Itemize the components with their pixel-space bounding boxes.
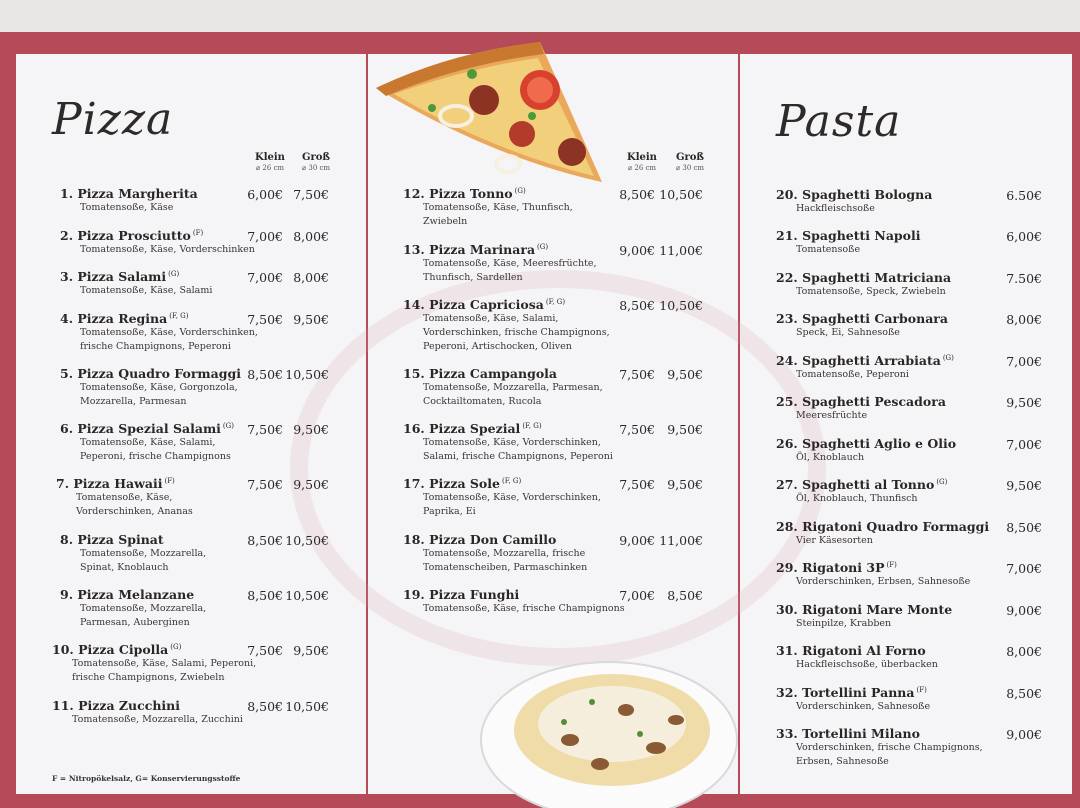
price-large: 10,50€ bbox=[659, 298, 703, 313]
additive-note: (F, G) bbox=[169, 311, 189, 320]
size-label: Groß bbox=[301, 152, 331, 163]
price-large: 8,00€ bbox=[293, 229, 329, 244]
price-large: 9,50€ bbox=[293, 312, 329, 327]
item-name bbox=[60, 186, 198, 201]
item-description: Mozzarella, Parmesan bbox=[80, 396, 187, 407]
price-small: 8,50€ bbox=[619, 187, 655, 202]
item-title: 23. Spaghetti Carbonara bbox=[776, 311, 948, 326]
item-description: Paprika, Ei bbox=[423, 506, 476, 517]
item-description: Hackfleischsoße bbox=[796, 203, 875, 214]
item-name bbox=[776, 519, 989, 534]
item-description: Speck, Ei, Sahnesoße bbox=[796, 327, 900, 338]
item-description: Meeresfrüchte bbox=[796, 410, 868, 421]
item-title: 15. Pizza Campangola bbox=[403, 366, 558, 381]
item-name bbox=[60, 228, 255, 243]
item-description: Vorderschinken, Sahnesoße bbox=[796, 701, 931, 712]
menu-item bbox=[776, 560, 970, 589]
menu-item bbox=[60, 269, 212, 298]
menu-item bbox=[60, 228, 255, 257]
item-description: Steinpilze, Krabben bbox=[796, 618, 892, 629]
menu-item bbox=[776, 270, 951, 299]
price-small: 8,50€ bbox=[247, 588, 283, 603]
item-description: Tomatensoße, Mozzarella, Zucchini bbox=[72, 714, 243, 725]
item-description: Tomatensoße, Mozzarella, Parmesan, bbox=[423, 382, 603, 393]
price-large: 9,50€ bbox=[293, 643, 329, 658]
menu-item bbox=[403, 186, 573, 229]
price-large: 9,50€ bbox=[293, 477, 329, 492]
size-header-small bbox=[248, 152, 292, 174]
item-title: 12. Pizza Tonno bbox=[403, 186, 513, 201]
item-description: Erbsen, Sahnesoße bbox=[796, 756, 889, 767]
item-description: Tomatensoße, Käse, frische Champignons bbox=[423, 603, 625, 614]
item-description: Tomatensoße, Käse, Vorderschinken, bbox=[423, 492, 601, 503]
item-name bbox=[60, 366, 241, 381]
menu-item bbox=[776, 228, 921, 257]
item-title: 3. Pizza Salami bbox=[60, 269, 167, 284]
item-title: 14. Pizza Capriciosa bbox=[403, 297, 544, 312]
price-large: 11,00€ bbox=[659, 243, 703, 258]
menu-item bbox=[776, 602, 952, 631]
menu-item bbox=[56, 476, 193, 519]
item-name bbox=[60, 269, 212, 284]
item-title: 21. Spaghetti Napoli bbox=[776, 228, 921, 243]
price-small: 6,00€ bbox=[247, 187, 283, 202]
item-description: Salami, frische Champignons, Peperoni bbox=[423, 451, 613, 462]
additive-note: (F, G) bbox=[522, 421, 542, 430]
price: 7.50€ bbox=[1006, 271, 1042, 286]
item-title: 9. Pizza Melanzane bbox=[60, 587, 195, 602]
size-diameter: ⌀ 30 cm bbox=[301, 164, 331, 172]
price: 7,00€ bbox=[1006, 437, 1042, 452]
item-description: Tomatensoße bbox=[796, 244, 861, 255]
item-title: 33. Tortellini Milano bbox=[776, 726, 920, 741]
item-name bbox=[403, 186, 573, 201]
item-name bbox=[776, 560, 970, 575]
item-description: Tomatensoße, Mozzarella, bbox=[80, 548, 207, 559]
menu-item bbox=[60, 366, 241, 409]
item-description: Tomatensoße, Käse, Thunfisch, bbox=[423, 202, 573, 213]
price-large: 10,50€ bbox=[285, 699, 329, 714]
item-title: 32. Tortellini Panna bbox=[776, 685, 915, 700]
pizza-slice-photo bbox=[372, 38, 604, 190]
item-name bbox=[52, 642, 256, 657]
menu-item bbox=[403, 297, 610, 354]
item-name bbox=[403, 532, 587, 547]
item-title: 22. Spaghetti Matriciana bbox=[776, 270, 952, 285]
menu-item bbox=[60, 587, 206, 630]
item-description: Peperoni, frische Champignons bbox=[80, 451, 231, 462]
item-description: Parmesan, Auberginen bbox=[80, 617, 190, 628]
additive-note: (F, G) bbox=[501, 476, 522, 485]
price-large: 10,50€ bbox=[285, 367, 329, 382]
item-description: Tomatensoße, Speck, Zwiebeln bbox=[796, 286, 946, 297]
item-name bbox=[776, 311, 948, 326]
price-small: 8,50€ bbox=[247, 533, 283, 548]
item-name bbox=[776, 643, 938, 658]
menu-item bbox=[52, 642, 256, 685]
item-name bbox=[776, 726, 983, 741]
size-diameter: ⌀ 26 cm bbox=[255, 164, 285, 172]
additive-note: (F) bbox=[192, 228, 204, 237]
item-description: Tomatensoße, Käse, bbox=[76, 492, 173, 503]
item-title: 29. Rigatoni 3P bbox=[776, 560, 885, 575]
item-description: frische Champignons, Zwiebeln bbox=[72, 672, 225, 683]
item-title: 28. Rigatoni Quadro Formaggi bbox=[776, 519, 990, 534]
additive-note: (F) bbox=[916, 685, 927, 694]
pizza-heading: Pizza bbox=[52, 94, 174, 145]
additive-note: (F) bbox=[164, 476, 175, 485]
additive-note: (G) bbox=[537, 242, 549, 251]
price: 8,00€ bbox=[1006, 312, 1042, 327]
price: 6,00€ bbox=[1006, 229, 1042, 244]
pasta-heading: Pasta bbox=[776, 96, 902, 147]
item-description: Tomatensoße, Peperoni bbox=[796, 369, 909, 380]
item-description: Öl, Knoblauch, Thunfisch bbox=[796, 493, 918, 504]
price-large: 10,50€ bbox=[285, 533, 329, 548]
price-small: 8,50€ bbox=[247, 699, 283, 714]
item-name bbox=[403, 297, 610, 312]
menu-item bbox=[403, 366, 603, 409]
item-title: 26. Spaghetti Aglio e Olio bbox=[776, 436, 957, 451]
item-name bbox=[403, 587, 625, 602]
price-small: 7,00€ bbox=[247, 229, 283, 244]
item-description: Öl, Knoblauch bbox=[796, 452, 865, 463]
size-label: Klein bbox=[627, 152, 657, 163]
item-description: Tomatensoße, Käse, Salami bbox=[80, 285, 213, 296]
item-description: Tomatenscheiben, Parmaschinken bbox=[423, 562, 588, 573]
item-title: 13. Pizza Marinara bbox=[403, 242, 536, 257]
item-title: 4. Pizza Regina bbox=[60, 311, 168, 326]
menu-item bbox=[776, 311, 948, 340]
item-title: 10. Pizza Cipolla bbox=[52, 642, 169, 657]
price-large: 8,50€ bbox=[667, 588, 703, 603]
price-small: 7,50€ bbox=[247, 312, 283, 327]
price-small: 7,50€ bbox=[619, 422, 655, 437]
menu-item bbox=[60, 311, 258, 354]
price: 9,00€ bbox=[1006, 603, 1042, 618]
item-title: 25. Spaghetti Pescadora bbox=[776, 394, 946, 409]
item-title: 7. Pizza Hawaii bbox=[56, 476, 163, 491]
item-description: Tomatensoße, Käse bbox=[80, 202, 174, 213]
size-label: Groß bbox=[675, 152, 705, 163]
price: 7,00€ bbox=[1006, 561, 1042, 576]
size-diameter: ⌀ 30 cm bbox=[675, 164, 705, 172]
price-small: 9,00€ bbox=[619, 243, 655, 258]
item-name bbox=[60, 311, 258, 326]
menu-item bbox=[776, 353, 954, 382]
item-name bbox=[776, 436, 956, 451]
price-small: 7,50€ bbox=[247, 477, 283, 492]
item-title: 24. Spaghetti Arrabiata bbox=[776, 353, 941, 368]
price: 9,00€ bbox=[1006, 727, 1042, 742]
price-small: 7,00€ bbox=[619, 588, 655, 603]
item-name bbox=[56, 476, 193, 491]
item-name bbox=[776, 270, 951, 285]
item-description: Tomatensoße, Käse, Salami, Peperoni, bbox=[72, 658, 257, 669]
menu-item bbox=[776, 726, 983, 769]
price: 7,00€ bbox=[1006, 354, 1042, 369]
item-description: Vorderschinken, Erbsen, Sahnesoße bbox=[796, 576, 971, 587]
price: 8,00€ bbox=[1006, 644, 1042, 659]
item-title: 6. Pizza Spezial Salami bbox=[60, 421, 221, 436]
item-description: Tomatensoße, Käse, Vorderschinken bbox=[80, 244, 255, 255]
item-name bbox=[403, 476, 601, 491]
additive-note: (F, G) bbox=[545, 297, 566, 306]
item-title: 20. Spaghetti Bologna bbox=[776, 187, 933, 202]
menu-item bbox=[60, 186, 198, 215]
price: 6.50€ bbox=[1006, 188, 1042, 203]
menu-item bbox=[776, 643, 938, 672]
price-large: 9,50€ bbox=[667, 477, 703, 492]
item-name bbox=[60, 421, 234, 436]
item-title: 31. Rigatoni Al Forno bbox=[776, 643, 926, 658]
size-label: Klein bbox=[255, 152, 285, 163]
item-title: 27. Spaghetti al Tonno bbox=[776, 477, 935, 492]
item-title: 1. Pizza Margherita bbox=[60, 186, 198, 201]
item-description: Vier Käsesorten bbox=[796, 535, 873, 546]
price-large: 10,50€ bbox=[659, 187, 703, 202]
size-header-small bbox=[620, 152, 664, 174]
item-description: Tomatensoße, Käse, Salami, bbox=[423, 313, 559, 324]
item-description: Tomatensoße, Mozzarella, frische bbox=[423, 548, 586, 559]
additive-note: (G) bbox=[942, 353, 954, 362]
size-header-large bbox=[668, 152, 712, 174]
item-title: 11. Pizza Zucchini bbox=[52, 698, 181, 713]
item-name bbox=[776, 187, 932, 202]
price-small: 7,00€ bbox=[247, 270, 283, 285]
item-description: Tomatensoße, Käse, Salami, bbox=[80, 437, 216, 448]
allergen-footnote: F = Nitropökelsalz, G= Konservierungsstoffe bbox=[52, 774, 241, 783]
item-name bbox=[776, 685, 930, 700]
item-description: Tomatensoße, Käse, Gorgonzola, bbox=[80, 382, 238, 393]
item-description: Cocktailtomaten, Rucola bbox=[423, 396, 542, 407]
menu-item bbox=[776, 436, 956, 465]
menu-item bbox=[403, 532, 587, 575]
menu-item bbox=[403, 242, 597, 285]
menu-item bbox=[776, 187, 932, 216]
item-description: Zwiebeln bbox=[423, 216, 468, 227]
item-name bbox=[776, 477, 947, 492]
menu-item bbox=[776, 519, 989, 548]
size-header-large bbox=[294, 152, 338, 174]
item-title: 18. Pizza Don Camillo bbox=[403, 532, 557, 547]
menu-item bbox=[60, 532, 206, 575]
price-large: 8,00€ bbox=[293, 270, 329, 285]
item-title: 5. Pizza Quadro Formaggi bbox=[60, 366, 241, 381]
price-large: 9,50€ bbox=[293, 422, 329, 437]
item-name bbox=[776, 602, 952, 617]
item-description: Vorderschinken, Ananas bbox=[76, 506, 193, 517]
item-description: Peperoni, Artischocken, Oliven bbox=[423, 341, 572, 352]
price-small: 7,50€ bbox=[247, 643, 283, 658]
item-title: 30. Rigatoni Mare Monte bbox=[776, 602, 953, 617]
price-small: 8,50€ bbox=[247, 367, 283, 382]
price-small: 7,50€ bbox=[619, 477, 655, 492]
item-description: Thunfisch, Sardellen bbox=[423, 272, 523, 283]
item-description: Tomatensoße, Käse, Vorderschinken, bbox=[80, 327, 258, 338]
item-name bbox=[60, 532, 206, 547]
item-name bbox=[403, 366, 603, 381]
price-large: 9,50€ bbox=[667, 367, 703, 382]
menu-item bbox=[52, 698, 243, 727]
menu-item bbox=[776, 477, 947, 506]
price-large: 10,50€ bbox=[285, 588, 329, 603]
item-name bbox=[403, 242, 597, 257]
price-large: 11,00€ bbox=[659, 533, 703, 548]
item-name bbox=[776, 228, 921, 243]
menu-item bbox=[403, 587, 625, 616]
item-description: Tomatensoße, Käse, Meeresfrüchte, bbox=[423, 258, 597, 269]
item-description: frische Champignons, Peperoni bbox=[80, 341, 231, 352]
price-small: 7,50€ bbox=[247, 422, 283, 437]
price: 9,50€ bbox=[1006, 478, 1042, 493]
additive-note: (G) bbox=[168, 269, 180, 278]
additive-note: (F) bbox=[886, 560, 897, 569]
price-small: 9,00€ bbox=[619, 533, 655, 548]
price-small: 7,50€ bbox=[619, 367, 655, 382]
item-description: Tomatensoße, Käse, Vorderschinken, bbox=[423, 437, 601, 448]
price-large: 9,50€ bbox=[667, 422, 703, 437]
additive-note: (G) bbox=[514, 186, 526, 195]
size-diameter: ⌀ 26 cm bbox=[627, 164, 657, 172]
menu-item bbox=[403, 421, 613, 464]
item-description: Vorderschinken, frische Champignons, bbox=[796, 742, 983, 753]
price-small: 8,50€ bbox=[619, 298, 655, 313]
item-name bbox=[776, 353, 954, 368]
item-title: 19. Pizza Funghi bbox=[403, 587, 520, 602]
item-title: 17. Pizza Sole bbox=[403, 476, 500, 491]
item-title: 8. Pizza Spinat bbox=[60, 532, 164, 547]
item-name bbox=[776, 394, 946, 409]
additive-note: (G) bbox=[170, 642, 182, 651]
item-description: Vorderschinken, frische Champignons, bbox=[423, 327, 610, 338]
item-description: Hackfleischsoße, überbacken bbox=[796, 659, 938, 670]
item-description: Spinat, Knoblauch bbox=[80, 562, 169, 573]
item-name bbox=[60, 587, 206, 602]
menu-item bbox=[403, 476, 601, 519]
price: 9,50€ bbox=[1006, 395, 1042, 410]
item-name bbox=[52, 698, 243, 713]
pasta-plate-photo bbox=[480, 640, 738, 808]
item-title: 16. Pizza Spezial bbox=[403, 421, 521, 436]
additive-note: (G) bbox=[222, 421, 234, 430]
item-title: 2. Pizza Prosciutto bbox=[60, 228, 191, 243]
price-large: 7,50€ bbox=[293, 187, 329, 202]
item-name bbox=[403, 421, 613, 436]
menu-item bbox=[60, 421, 234, 464]
price: 8,50€ bbox=[1006, 686, 1042, 701]
additive-note: (G) bbox=[936, 477, 948, 486]
menu-item bbox=[776, 394, 946, 423]
menu-item bbox=[776, 685, 930, 714]
item-description: Tomatensoße, Mozzarella, bbox=[80, 603, 207, 614]
price: 8,50€ bbox=[1006, 520, 1042, 535]
